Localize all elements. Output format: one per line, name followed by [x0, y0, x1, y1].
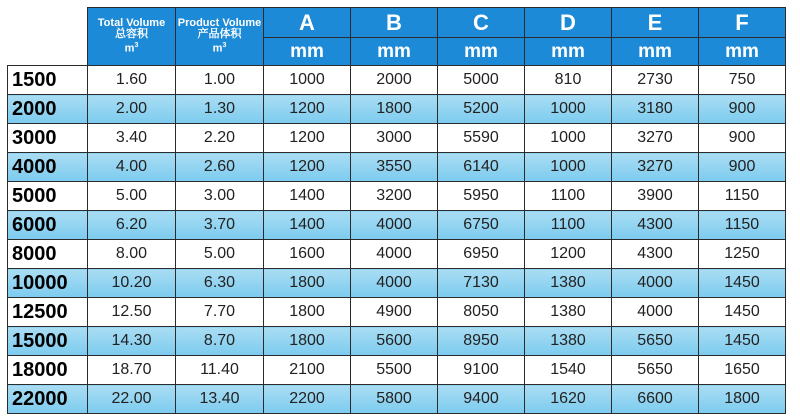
cell-b: 5600: [351, 327, 438, 356]
header-dim-d: D: [525, 8, 612, 38]
cell-b: 3200: [351, 182, 438, 211]
cell-b: 1800: [351, 95, 438, 124]
cell-e: 3270: [612, 124, 699, 153]
cell-c: 5200: [438, 95, 525, 124]
model-cell: 8000: [8, 240, 88, 269]
cell-total: 2.00: [88, 95, 176, 124]
cell-b: 4000: [351, 211, 438, 240]
table-row: [8, 95, 786, 124]
table-body: [8, 66, 786, 414]
table-header: [8, 8, 786, 66]
cell-total: 4.00: [88, 153, 176, 182]
cell-a: 1200: [264, 153, 351, 182]
cell-f: 1800: [699, 385, 786, 414]
cell-e: 6600: [612, 385, 699, 414]
table-row: [8, 182, 786, 211]
unit-e: mm: [612, 38, 699, 66]
cell-f: 1450: [699, 327, 786, 356]
cell-c: 6140: [438, 153, 525, 182]
cell-b: 5500: [351, 356, 438, 385]
cell-product: 1.30: [176, 95, 264, 124]
cell-d: 1620: [525, 385, 612, 414]
cell-d: 1200: [525, 240, 612, 269]
model-cell: 4000: [8, 153, 88, 182]
cell-total: 18.70: [88, 356, 176, 385]
cell-a: 2100: [264, 356, 351, 385]
cell-e: 5650: [612, 327, 699, 356]
table-row: [8, 385, 786, 414]
cell-c: 8950: [438, 327, 525, 356]
cell-a: 1400: [264, 211, 351, 240]
cell-a: 1800: [264, 327, 351, 356]
model-cell: 2000: [8, 95, 88, 124]
cell-a: 1600: [264, 240, 351, 269]
model-cell: 10000: [8, 269, 88, 298]
model-cell: 3000: [8, 124, 88, 153]
cell-b: 4900: [351, 298, 438, 327]
unit-c: mm: [438, 38, 525, 66]
cell-f: 1250: [699, 240, 786, 269]
total-volume-unit: $m^3$: [124, 42, 139, 55]
cell-c: 6950: [438, 240, 525, 269]
cell-a: 1800: [264, 298, 351, 327]
cell-d: 1000: [525, 124, 612, 153]
header-dim-e: E: [612, 8, 699, 38]
model-cell: 1500: [8, 66, 88, 95]
cell-product: 11.40: [176, 356, 264, 385]
cell-total: 1.60: [88, 66, 176, 95]
table-row: [8, 211, 786, 240]
unit-f: mm: [699, 38, 786, 66]
cell-c: 5590: [438, 124, 525, 153]
cell-b: 5800: [351, 385, 438, 414]
cell-a: 1000: [264, 66, 351, 95]
cell-b: 3550: [351, 153, 438, 182]
header-dim-c: C: [438, 8, 525, 38]
cell-c: 6750: [438, 211, 525, 240]
cell-f: 900: [699, 124, 786, 153]
total-volume-cn: 总容积: [115, 28, 148, 41]
cell-d: 1100: [525, 211, 612, 240]
cell-a: 2200: [264, 385, 351, 414]
cell-product: 1.00: [176, 66, 264, 95]
cell-b: 3000: [351, 124, 438, 153]
cell-f: 900: [699, 95, 786, 124]
model-cell: 6000: [8, 211, 88, 240]
table-row: [8, 298, 786, 327]
cell-e: 4000: [612, 298, 699, 327]
product-volume-cn: 产品体积: [197, 28, 242, 41]
cell-b: 4000: [351, 240, 438, 269]
cell-total: 10.20: [88, 269, 176, 298]
model-cell: 15000: [8, 327, 88, 356]
cell-b: 2000: [351, 66, 438, 95]
cell-f: 900: [699, 153, 786, 182]
cell-e: 5650: [612, 356, 699, 385]
cell-product: 2.20: [176, 124, 264, 153]
table-row: [8, 356, 786, 385]
header-corner: [8, 8, 88, 66]
unit-b: mm: [351, 38, 438, 66]
cell-total: 14.30: [88, 327, 176, 356]
cell-total: 5.00: [88, 182, 176, 211]
cell-c: 8050: [438, 298, 525, 327]
cell-product: 2.60: [176, 153, 264, 182]
cell-c: 9400: [438, 385, 525, 414]
cell-f: 1450: [699, 269, 786, 298]
product-volume-en: Product Volume: [177, 17, 262, 30]
cell-total: 22.00: [88, 385, 176, 414]
cell-d: 1380: [525, 327, 612, 356]
table-row: [8, 327, 786, 356]
cell-a: 1200: [264, 124, 351, 153]
unit-a: mm: [264, 38, 351, 66]
cell-total: 3.40: [88, 124, 176, 153]
spec-table: [7, 7, 786, 414]
header-dim-a: A: [264, 8, 351, 38]
cell-a: 1800: [264, 269, 351, 298]
cell-e: 4000: [612, 269, 699, 298]
table-row: [8, 66, 786, 95]
cell-e: 3270: [612, 153, 699, 182]
cell-c: 9100: [438, 356, 525, 385]
cell-d: 810: [525, 66, 612, 95]
cell-f: 750: [699, 66, 786, 95]
header-dim-b: B: [351, 8, 438, 38]
cell-product: 7.70: [176, 298, 264, 327]
cell-c: 7130: [438, 269, 525, 298]
cell-f: 1150: [699, 182, 786, 211]
cell-f: 1150: [699, 211, 786, 240]
model-cell: 18000: [8, 356, 88, 385]
cell-product: 8.70: [176, 327, 264, 356]
model-cell: 12500: [8, 298, 88, 327]
cell-d: 1000: [525, 153, 612, 182]
cell-a: 1200: [264, 95, 351, 124]
total-volume-en: Total Volume: [97, 17, 166, 30]
cell-e: 4300: [612, 240, 699, 269]
cell-e: 3900: [612, 182, 699, 211]
model-cell: 5000: [8, 182, 88, 211]
cell-b: 4000: [351, 269, 438, 298]
header-product-volume: [176, 8, 264, 66]
header-dim-f: F: [699, 8, 786, 38]
cell-product: 5.00: [176, 240, 264, 269]
model-cell: 22000: [8, 385, 88, 414]
cell-f: 1650: [699, 356, 786, 385]
header-total-volume: [88, 8, 176, 66]
cell-e: 2730: [612, 66, 699, 95]
cell-d: 1540: [525, 356, 612, 385]
table-row: [8, 240, 786, 269]
cell-product: 13.40: [176, 385, 264, 414]
cell-d: 1380: [525, 298, 612, 327]
cell-d: 1380: [525, 269, 612, 298]
table-row: [8, 124, 786, 153]
cell-f: 1450: [699, 298, 786, 327]
cell-d: 1100: [525, 182, 612, 211]
cell-product: 3.00: [176, 182, 264, 211]
cell-c: 5950: [438, 182, 525, 211]
cell-e: 3180: [612, 95, 699, 124]
cell-d: 1000: [525, 95, 612, 124]
cell-product: 6.30: [176, 269, 264, 298]
cell-c: 5000: [438, 66, 525, 95]
unit-d: mm: [525, 38, 612, 66]
table-row: [8, 153, 786, 182]
table-row: [8, 269, 786, 298]
cell-total: 8.00: [88, 240, 176, 269]
product-volume-unit: $m^3$: [212, 42, 227, 55]
cell-product: 3.70: [176, 211, 264, 240]
cell-e: 4300: [612, 211, 699, 240]
cell-total: 6.20: [88, 211, 176, 240]
cell-total: 12.50: [88, 298, 176, 327]
cell-a: 1400: [264, 182, 351, 211]
